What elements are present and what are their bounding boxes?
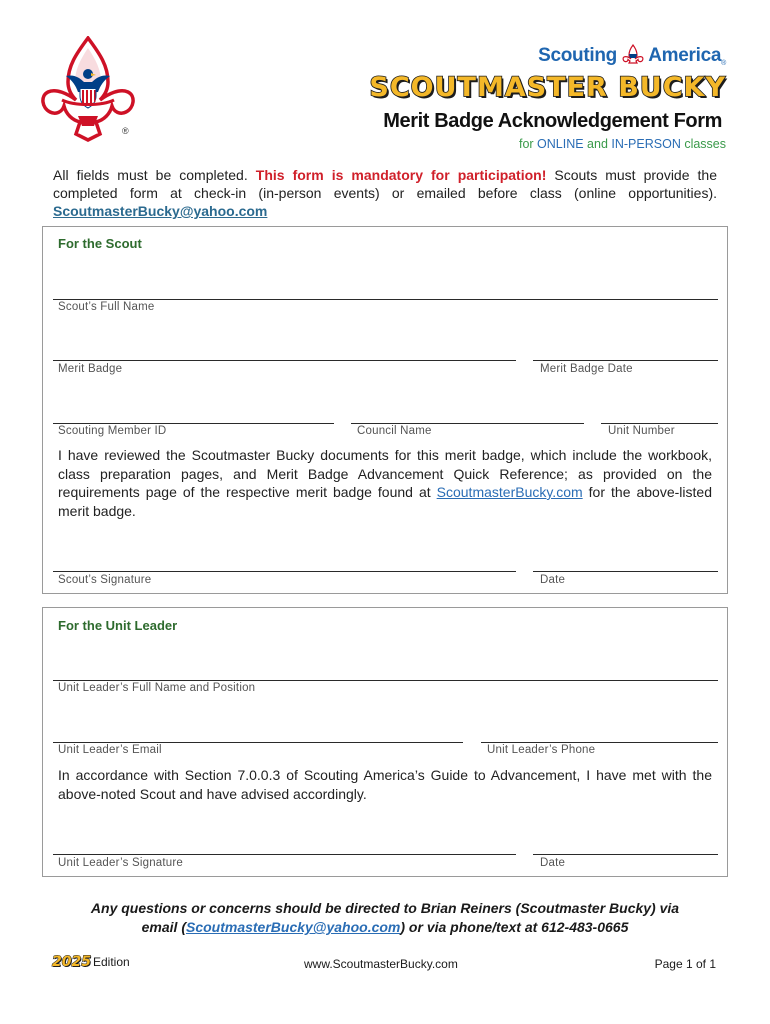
member-id-field[interactable] [53, 423, 334, 424]
website-link[interactable]: ScoutmasterBucky.com [436, 484, 583, 500]
leader-name-label: Unit Leader’s Full Name and Position [58, 682, 256, 694]
scout-full-name-label: Scout’s Full Name [58, 301, 155, 313]
form-title: Merit Badge Acknowledgement Form [383, 110, 722, 132]
scout-section [42, 226, 728, 594]
edition-year: 2025 [52, 954, 91, 970]
leader-date-field[interactable] [533, 854, 718, 855]
leader-email-label: Unit Leader’s Email [58, 744, 162, 756]
questions-email-link[interactable]: ScoutmasterBucky@yahoo.com [185, 919, 401, 935]
scout-date-field[interactable] [533, 571, 718, 572]
contact-email-link[interactable]: ScoutmasterBucky@yahoo.com [53, 203, 268, 219]
mandatory-notice: This form is mandatory for participation! [255, 167, 547, 183]
scout-signature-field[interactable] [53, 571, 516, 572]
form-subtitle: for ONLINE and IN-PERSON classes [518, 137, 726, 151]
intro-instructions: All fields must be completed. This form is mandatory for participation! Scouts must provide the completed form at check-in (in-person events) or emailed before class (online opportunities). ScoutmasterBucky@yahoo.com [53, 167, 717, 219]
footer-edition: 2025 Edition [52, 954, 130, 970]
fleur-de-lis-icon [622, 44, 644, 64]
scout-full-name-field[interactable] [53, 299, 718, 300]
contact-questions: Any questions or concerns should be directed to Brian Reiners (Scoutmaster Bucky) via email (ScoutmasterBucky@yahoo.com) or via phone/text at 612-483-0665 [90, 900, 680, 935]
footer-page-number: Page 1 of 1 [654, 957, 716, 971]
scout-signature-label: Scout’s Signature [58, 574, 152, 586]
leader-statement: In accordance with Section 7.0.0.3 of Scouting America’s Guide to Advancement, I have met with the above-noted Scout and have advised accordingly. [58, 767, 712, 802]
merit-badge-label: Merit Badge [58, 363, 123, 375]
unit-leader-section-title: For the Unit Leader [58, 618, 178, 633]
unit-number-field[interactable] [601, 423, 718, 424]
leader-name-field[interactable] [53, 680, 718, 681]
unit-number-label: Unit Number [608, 425, 675, 437]
council-name-label: Council Name [357, 425, 432, 437]
leader-signature-field[interactable] [53, 854, 516, 855]
scout-acknowledgement-statement: I have reviewed the Scoutmaster Bucky documents for this merit badge, which include the workbook, class preparation pages, and Merit Badge Advancement Quick Reference; as provided on the requirements page of the respective merit badge found at ScoutmasterBucky.com for the above-listed merit badge. [58, 447, 712, 519]
scoutmaster-bucky-logotype: SCOUTMASTER BUCKY [369, 72, 726, 103]
brand-name: Scouting America® [538, 45, 726, 67]
scout-date-label: Date [540, 574, 566, 586]
leader-email-field[interactable] [53, 742, 463, 743]
footer-website: www.ScoutmasterBucky.com [304, 957, 458, 971]
merit-badge-date-label: Merit Badge Date [540, 363, 633, 375]
leader-phone-field[interactable] [481, 742, 718, 743]
council-name-field[interactable] [351, 423, 584, 424]
merit-badge-field[interactable] [53, 360, 516, 361]
leader-date-label: Date [540, 857, 566, 869]
scout-section-title: For the Scout [58, 236, 142, 251]
member-id-label: Scouting Member ID [58, 425, 167, 437]
leader-phone-label: Unit Leader’s Phone [487, 744, 596, 756]
merit-badge-date-field[interactable] [533, 360, 718, 361]
unit-leader-section [42, 607, 728, 877]
registered-mark: ® [122, 126, 129, 136]
leader-signature-label: Unit Leader’s Signature [58, 857, 184, 869]
